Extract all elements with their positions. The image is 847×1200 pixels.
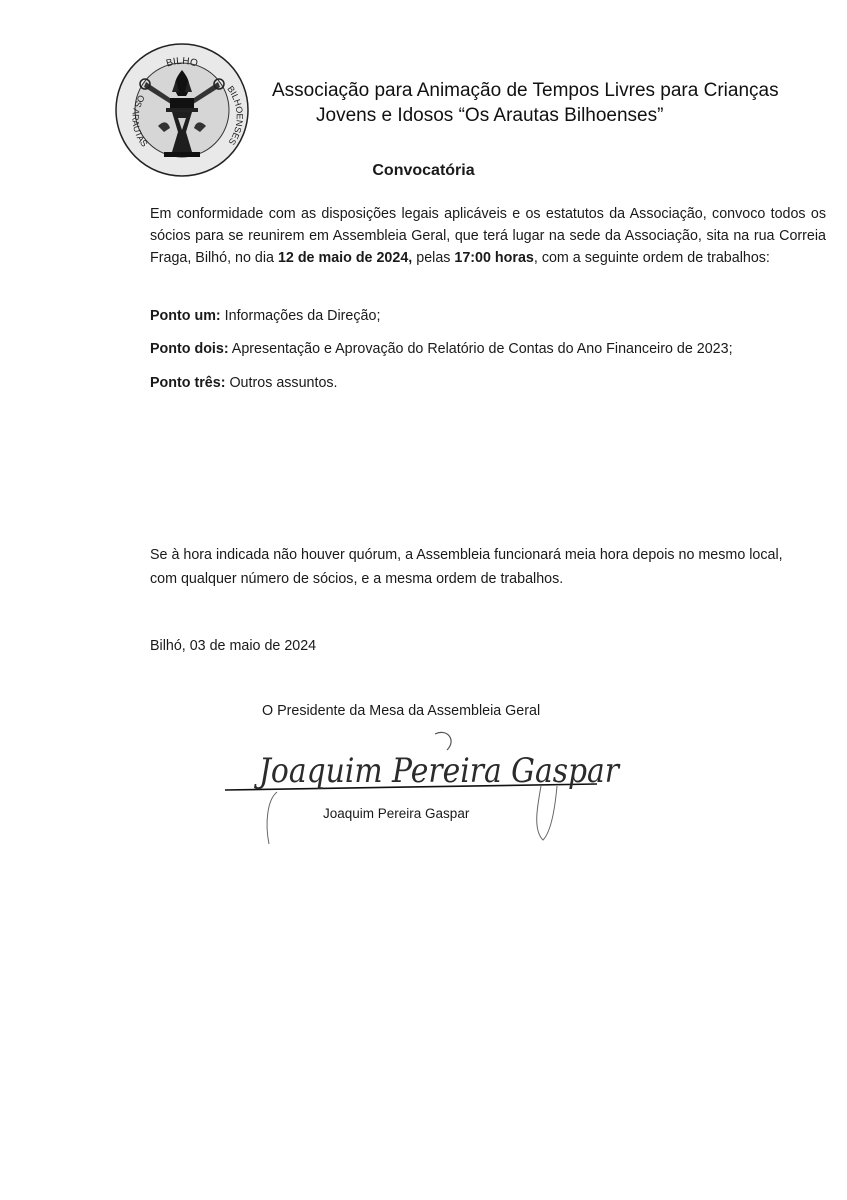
agenda-item-label: Ponto três:	[150, 375, 226, 391]
agenda-item-3	[150, 375, 338, 391]
place-and-date: Bilhó, 03 de maio de 2024	[150, 638, 317, 654]
organization-name-line2: Jovens e Idosos “Os Arautas Bilhoenses”	[316, 105, 664, 126]
intro-text-part1: Em conformidade com as disposições legais aplicáveis e os estatutos da Associação, convoco todos os sócios para se reunirem em Assembleia Geral, que terá lugar na sede da Associação, sita na rua Correia Fraga, Bilhó, no dia	[150, 206, 826, 266]
handwritten-signature	[225, 728, 645, 858]
agenda-item-label: Ponto um:	[150, 308, 221, 324]
agenda-item-label: Ponto dois:	[150, 341, 229, 357]
organization-name-line1: Associação para Animação de Tempos Livres para Crianças	[272, 80, 779, 101]
meeting-time: 17:00 horas	[454, 250, 534, 266]
agenda-item-text: Informações da Direção;	[220, 308, 381, 324]
svg-text:BILHOENSES: BILHOENSES	[225, 84, 245, 147]
svg-text:BILHO: BILHO	[164, 55, 199, 70]
signer-role: O Presidente da Mesa da Assembleia Geral	[262, 703, 541, 719]
intro-text-part2: pelas	[412, 250, 455, 266]
agenda-item-1	[150, 308, 380, 324]
document-title: Convocatória	[372, 162, 475, 179]
signer-name: Joaquim Pereira Gaspar	[323, 806, 470, 821]
svg-text:OS ARAUTAS: OS ARAUTAS	[130, 93, 150, 149]
quorum-note: Se à hora indicada não houver quórum, a Assembleia funcionará meia hora depois no mesmo local, com qualquer número de sócios, e a mesma ordem de trabalhos.	[150, 547, 783, 587]
agenda-item-2	[150, 341, 733, 357]
convocation-paragraph	[150, 203, 826, 269]
agenda-item-text: Outros assuntos.	[225, 375, 338, 391]
agenda-item-text: Apresentação e Aprovação do Relatório de Contas do Ano Financeiro de 2023;	[228, 341, 733, 357]
intro-text-part3: , com a seguinte ordem de trabalhos:	[533, 250, 770, 266]
meeting-date: 12 de maio de 2024,	[277, 250, 413, 266]
organization-name	[272, 78, 832, 128]
signature-script: Joaquim Pereira Gaspar	[253, 751, 621, 791]
association-seal-icon	[112, 40, 252, 180]
